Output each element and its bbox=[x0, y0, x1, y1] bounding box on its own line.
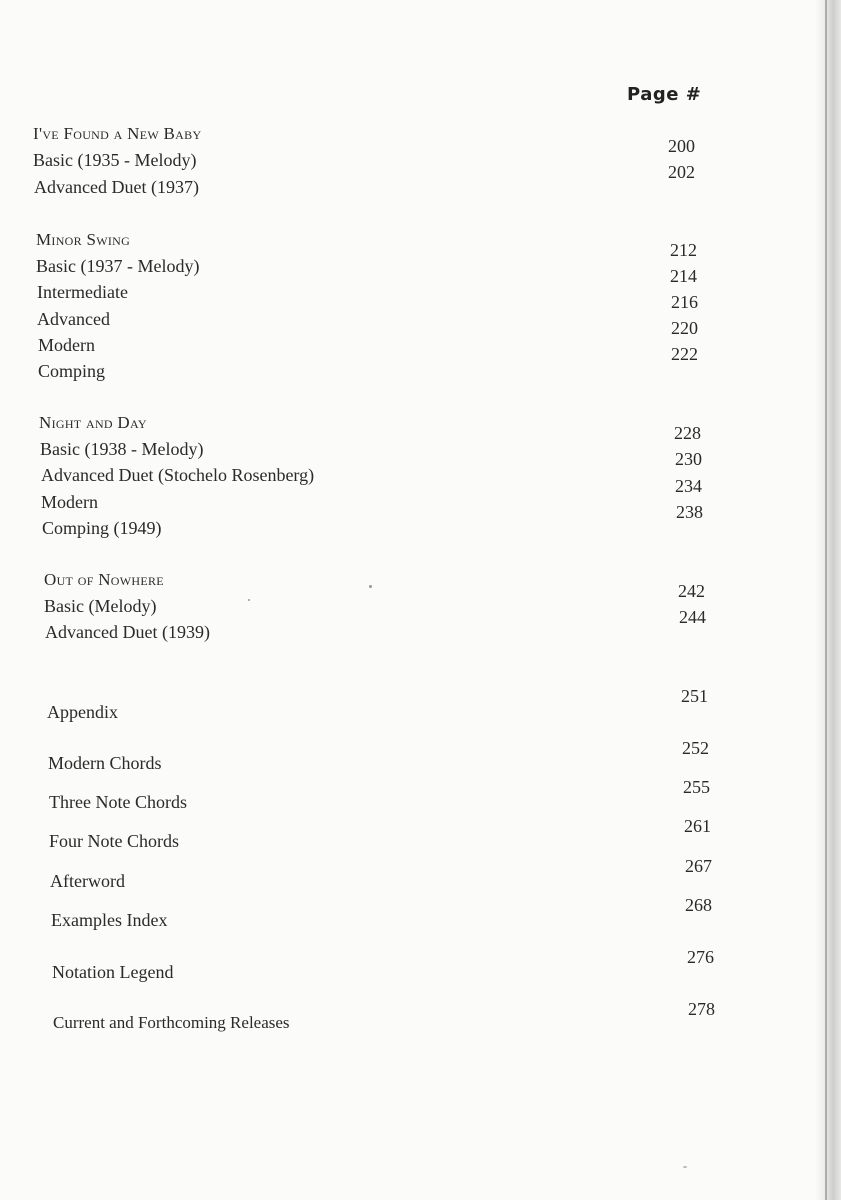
appendix-entry-page: 276 bbox=[687, 947, 714, 967]
appendix-entry-label: Appendix bbox=[47, 702, 118, 722]
toc-entry-label: Intermediate bbox=[37, 282, 128, 302]
toc-entry-label: Basic (1935 - Melody) bbox=[33, 150, 197, 170]
toc-entry-label: Advanced Duet (1939) bbox=[45, 622, 210, 642]
section-title: Out of Nowhere bbox=[44, 570, 164, 589]
toc-entry-label: Basic (1937 - Melody) bbox=[36, 256, 200, 276]
appendix-entry-page: 255 bbox=[683, 777, 710, 797]
toc-entry-label: Advanced Duet (1937) bbox=[34, 177, 199, 197]
appendix-entry-page: 252 bbox=[682, 738, 709, 758]
toc-entry-page: 242 bbox=[678, 581, 705, 601]
scan-speck bbox=[683, 1166, 687, 1168]
toc-entry-page: 228 bbox=[674, 423, 701, 443]
toc-entry-page: 220 bbox=[671, 318, 698, 338]
toc-entry-page: 244 bbox=[679, 607, 706, 627]
scan-speck bbox=[369, 585, 372, 588]
toc-entry-label: Basic (1938 - Melody) bbox=[40, 439, 204, 459]
appendix-entry-label: Three Note Chords bbox=[49, 792, 187, 812]
toc-entry-page: 230 bbox=[675, 449, 702, 469]
appendix-entry-page: 268 bbox=[685, 895, 712, 915]
appendix-entry-label: Modern Chords bbox=[48, 753, 162, 773]
appendix-entry-page: 261 bbox=[684, 816, 711, 836]
appendix-entry-label: Examples Index bbox=[51, 910, 168, 930]
toc-entry-label: Comping (1949) bbox=[42, 518, 162, 538]
appendix-entry-label: Notation Legend bbox=[52, 962, 174, 982]
toc-entry-label: Basic (Melody) bbox=[44, 596, 157, 616]
toc-entry-label: Advanced bbox=[37, 309, 110, 329]
toc-entry-page: 238 bbox=[676, 502, 703, 522]
toc-entry-page: 222 bbox=[671, 344, 698, 364]
appendix-entry-label: Current and Forthcoming Releases bbox=[53, 1013, 290, 1032]
toc-entry-label: Advanced Duet (Stochelo Rosenberg) bbox=[41, 465, 315, 485]
toc-entry-page: 216 bbox=[671, 292, 698, 312]
page-number-column-header: Page # bbox=[627, 84, 702, 105]
toc-entry-label: Modern bbox=[41, 492, 98, 512]
appendix-entry-page: 251 bbox=[681, 686, 708, 706]
scan-edge-line bbox=[825, 0, 827, 1200]
toc-entry-page: 202 bbox=[668, 162, 695, 182]
toc-entry-page: 212 bbox=[670, 240, 697, 260]
section-title: I've Found a New Baby bbox=[33, 124, 202, 143]
appendix-entry-label: Four Note Chords bbox=[49, 831, 179, 851]
scan-speck bbox=[248, 599, 250, 601]
appendix-entry-page: 267 bbox=[685, 856, 712, 876]
section-title: Night and Day bbox=[39, 413, 147, 432]
appendix-entry-page: 278 bbox=[688, 999, 715, 1019]
toc-entry-label: Modern bbox=[38, 335, 95, 355]
toc-entry-page: 200 bbox=[668, 136, 695, 156]
appendix-entry-label: Afterword bbox=[50, 871, 125, 891]
toc-entry-page: 234 bbox=[675, 476, 702, 496]
scan-edge-shadow bbox=[815, 0, 841, 1200]
section-title: Minor Swing bbox=[36, 230, 131, 249]
toc-entry-label: Comping bbox=[38, 361, 106, 381]
toc-entry-page: 214 bbox=[670, 266, 697, 286]
